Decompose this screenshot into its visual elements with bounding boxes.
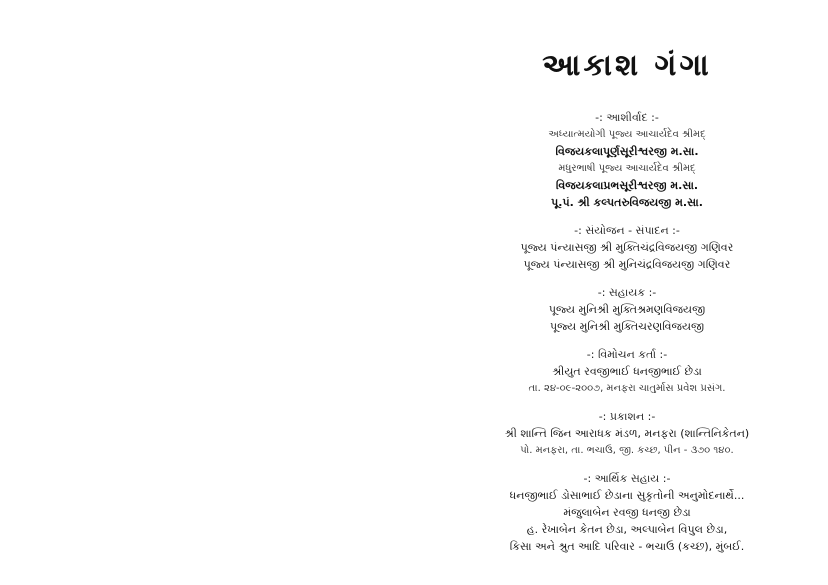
section-line: પૂજ્ય મુનિશ્રી મુક્તિશ્રમણવિજયજી [548,303,706,316]
section-line: પૂજ્ય પંન્યાસજી શ્રી મુક્તિચંદ્રવિજયજી ગણિવર [520,241,734,254]
section-heading: -: વિમોચન કર્તા :- [586,348,668,361]
section-line: મધુરભાષી પૂજ્ય આચાર્યદેવ શ્રીમદ્ [558,163,696,174]
section-line: શ્રીયુત રવજીભાઈ ધનજીભાઈ છેડા [552,365,702,378]
section-heading: -: સંયોજન - સંપાદન :- [574,224,680,237]
section-heading: -: સહાયક :- [597,286,657,299]
section-line: વિજયકલાપૂર્ણસૂરીશ્વરજી મ.સા. [555,145,699,158]
section-release [440,347,814,397]
title-page [440,40,814,567]
section-line: પૂજ્ય પંન્યાસજી શ્રી મુનિચંદ્રવિજયજી ગણિવર [523,258,731,271]
section-line: તા. ૨૪-૦૯-૨૦૦૭, મનફરા ચાતુર્માસ પ્રવેશ પ્રસંગ. [528,383,726,394]
section-line: વિજયકલાપ્રભસૂરીશ્વરજી મ.સા. [555,179,699,192]
section-line: ધનજીભાઈ ડોસાભાઈ છેડાના સુકૃતોની અનુમોદનાર્થે... [509,489,745,502]
section-line: પો. મનફરા, તા. ભચાઉ, જી. કચ્છ, પીન - ૩૭૦ ૧૪૦. [520,445,734,456]
section-publisher [440,409,814,459]
section-line: શ્રી શાન્તિ જિન આરાધક મંડળ, મનફરા (શાન્તિનિકેતન) [504,427,750,440]
section-line: અધ્યાત્મયોગી પૂજ્ય આચાર્યદેવ શ્રીમદ્ [548,129,706,140]
section-assistants [440,285,814,335]
section-line: મંજુલાબેન રવજી ધનજી છેડા [563,506,691,519]
section-heading: -: આશીર્વાદ :- [595,111,659,124]
section-blessings [440,110,814,211]
section-financial-support [440,471,814,555]
section-compilation [440,223,814,273]
section-line: પૂ.પં. શ્રી કલ્પતરુવિજયજી મ.સા. [551,196,703,209]
section-line: પૂજ્ય મુનિશ્રી મુક્તિચરણવિજયજી [550,320,704,333]
book-title: આકાશ ગંગા [542,48,712,83]
section-line: કિસા અને શ્રુત આદિ પરિવાર - ભચાઉ (કચ્છ), મુંબઈ. [509,540,745,553]
section-heading: -: પ્રકાશન :- [598,410,656,423]
section-line: હ. રેખાબેન કેતન છેડા, અલ્પાબેન વિપુલ છેડા, [526,523,728,536]
section-heading: -: આર્થિક સહાય :- [583,472,671,485]
